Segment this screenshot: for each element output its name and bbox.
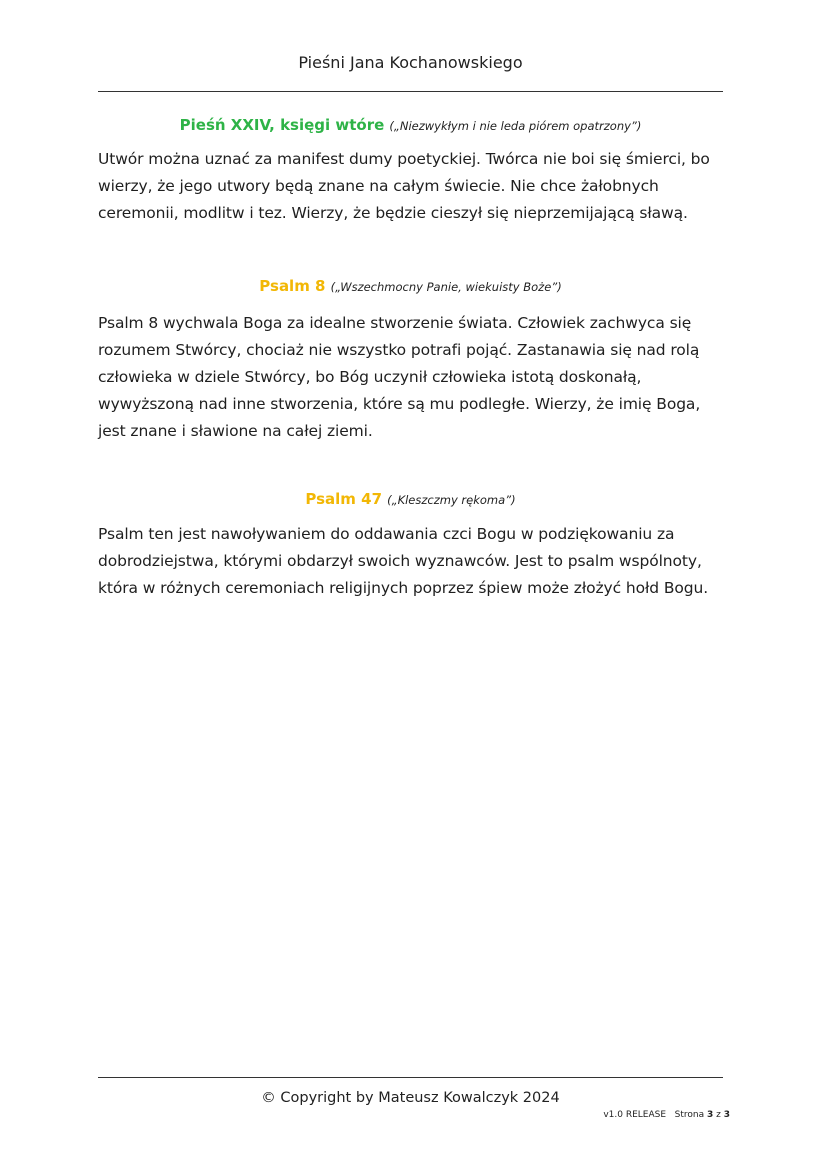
page-title: Pieśni Jana Kochanowskiego <box>298 53 523 72</box>
page-label: Strona <box>674 1110 705 1120</box>
page-current: 3 <box>706 1110 714 1120</box>
section-body: Psalm ten jest nawoływaniem do oddawania czci Bogu w podziękowaniu za dobrodziejstwa, którymi obdarzył swoich wyznawców. Jest to psalm wspólnoty, która w różnych ceremoniach religijnych poprzez śpiew może złożyć hołd Bogu. <box>98 525 709 597</box>
section-subtitle: („Wszechmocny Panie, wiekuisty Boże”) <box>330 280 562 294</box>
section-heading-piesn-xxiv <box>98 113 723 138</box>
section-body: Psalm 8 wychwala Boga za idealne stworzenie świata. Człowiek zachwyca się rozumem Stwórcy, chociaż nie wszystko potrafi pojąć. Zastanawia się nad rolą człowieka w dziele Stwórcy, bo Bóg uczynił człowieka istotą doskonałą, wywyższoną nad inne stworzenia, które są mu podległe. Wierzy, że imię Boga, jest znane i sławione na całej ziemi. <box>98 314 701 440</box>
copyright-notice: © Copyright by Mateusz Kowalczyk 2024 <box>261 1090 560 1106</box>
page-separator: z <box>716 1110 721 1120</box>
section-body: Utwór można uznać za manifest dumy poetyckiej. Twórca nie boi się śmierci, bo wierzy, że jego utwory będą znane na całym świecie. Nie chce żałobnych ceremonii, modlitw i tez. Wierzy, że będzie cieszył się nieprzemijającą sławą. <box>98 150 710 222</box>
section-title: Pieśń XXIV, księgi wtóre <box>179 116 385 134</box>
header-divider <box>98 91 723 92</box>
footer-divider <box>98 1077 723 1078</box>
version-label: v1.0 RELEASE <box>603 1110 667 1120</box>
page-info <box>603 1108 730 1122</box>
section-subtitle: („Niezwykłym i nie leda piórem opatrzony”) <box>389 119 642 133</box>
section-heading-psalm-47 <box>98 487 723 512</box>
page-total: 3 <box>723 1110 730 1120</box>
section-subtitle: („Kleszczmy rękoma”) <box>387 493 516 507</box>
section-title: Psalm 8 <box>259 277 326 295</box>
section-heading-psalm-8 <box>98 274 723 299</box>
section-title: Psalm 47 <box>305 490 383 508</box>
